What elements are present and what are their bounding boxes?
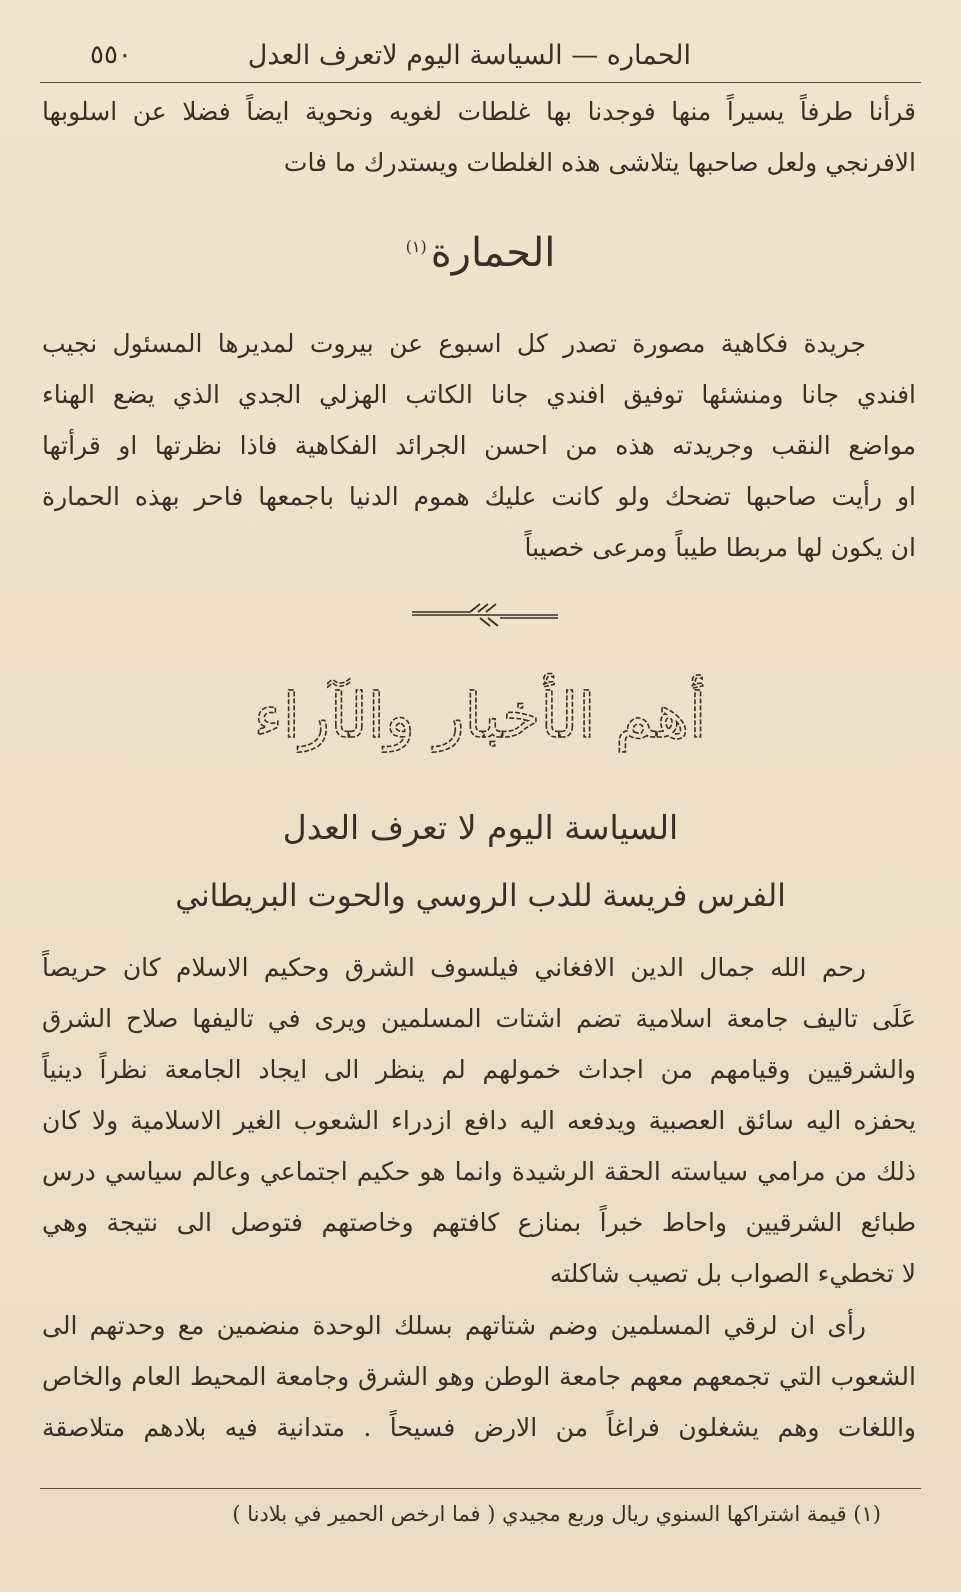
ornament-divider-icon bbox=[410, 600, 560, 630]
text-line: جريدة فكاهية مصورة تصدر كل اسبوع عن بيروت لمديرها المسئول نجيب bbox=[42, 329, 866, 358]
page-number: ٥٥٠ bbox=[90, 40, 132, 70]
section-title-text: الحمارة bbox=[430, 230, 556, 276]
text-line: الافرنجي ولعل صاحبها يتلاشى هذه الغلطات ويستدرك ما فات bbox=[283, 148, 916, 177]
text-line: لا تخطيء الصواب بل تصيب شاكلته bbox=[549, 1259, 916, 1288]
article-subtitle: الفرس فريسة للدب الروسي والحوت البريطاني bbox=[175, 878, 786, 914]
article-title: السياسة اليوم لا تعرف العدل bbox=[282, 808, 679, 847]
text-line: الشعوب التي تجمعهم معهم جامعة الوطن وهو الشرق وجامعة المحيط العام والخاص bbox=[42, 1362, 916, 1391]
text-line: ذلك من مرامي سياسته الحقة الرشيدة وانما هو حكيم اجتماعي وعالم سياسي درس bbox=[42, 1157, 916, 1186]
text-line: عَلَى تاليف جامعة اسلامية تضم اشتات المسلمين ويرى في تاليفها صلاح الشرق bbox=[42, 1004, 916, 1033]
paragraph-afghani bbox=[42, 942, 916, 1299]
text-line: او رأيت صاحبها تضحك ولو كانت عليك هموم الدنيا باجمعها فاحر بهذه الحمارة bbox=[42, 482, 916, 511]
text-line: رحم الله جمال الدين الافغاني فيلسوف الشرق وحكيم الاسلام كان حريصاً bbox=[42, 953, 866, 982]
footnote-rule bbox=[40, 1488, 921, 1489]
section-title bbox=[0, 230, 961, 276]
running-header bbox=[30, 30, 921, 80]
text-line: يحفزه اليه سائق العصبية ويدفعه اليه دافع ازدراء الشعوب الغير الاسلامية ولا كان bbox=[42, 1106, 916, 1135]
section-banner-ornament bbox=[253, 655, 707, 775]
running-title: الحماره — السياسة اليوم لاتعرف العدل bbox=[247, 39, 691, 71]
paragraph-unity bbox=[42, 1300, 916, 1453]
intro-paragraph bbox=[42, 86, 916, 188]
text-line: مواضع النقب وجريدته هذه من احسن الجرائد الفكاهية فاذا نظرتها او قرأتها bbox=[42, 431, 916, 460]
header-rule bbox=[40, 82, 921, 83]
text-line: والشرقيين وقيامهم من اجداث خمولهم لم ينظر الى ايجاد الجامعة نظراً دينياً bbox=[42, 1055, 916, 1084]
text-line: طبائع الشرقيين واحاط خبراً بمنازع كافتهم وخاصتهم فتوصل الى نتيجة وهي bbox=[42, 1208, 916, 1237]
text-line: رأى ان لرقي المسلمين وضم شتاتهم بسلك الوحدة منضمين مع وحدتهم الى bbox=[42, 1311, 866, 1340]
text-line: واللغات وهم يشغلون فراغاً من الارض فسيحاً . متدانية فيه بلادهم متلاصقة bbox=[42, 1413, 916, 1442]
text-line: افندي جانا ومنشئها توفيق افندي جانا الكاتب الهزلي الجدي الذي يضع الهناء bbox=[42, 380, 916, 409]
banner-text: أهم الأخبار والآراء bbox=[253, 679, 707, 752]
paragraph-alhimara bbox=[42, 318, 916, 573]
footnote: (١) قيمة اشتراكها السنوي ريال وربع مجيدي ( فما ارخص الحمير في بلادنا ) bbox=[232, 1502, 881, 1526]
text-line: قرأنا طرفاً يسيراً منها فوجدنا بها غلطات لغويه ونحوية ايضاً فضلا عن اسلوبها bbox=[42, 97, 916, 126]
text-line: ان يكون لها مربطا طيباً ومرعى خصيباً bbox=[524, 533, 916, 562]
footnote-marker: (١) bbox=[405, 236, 427, 256]
